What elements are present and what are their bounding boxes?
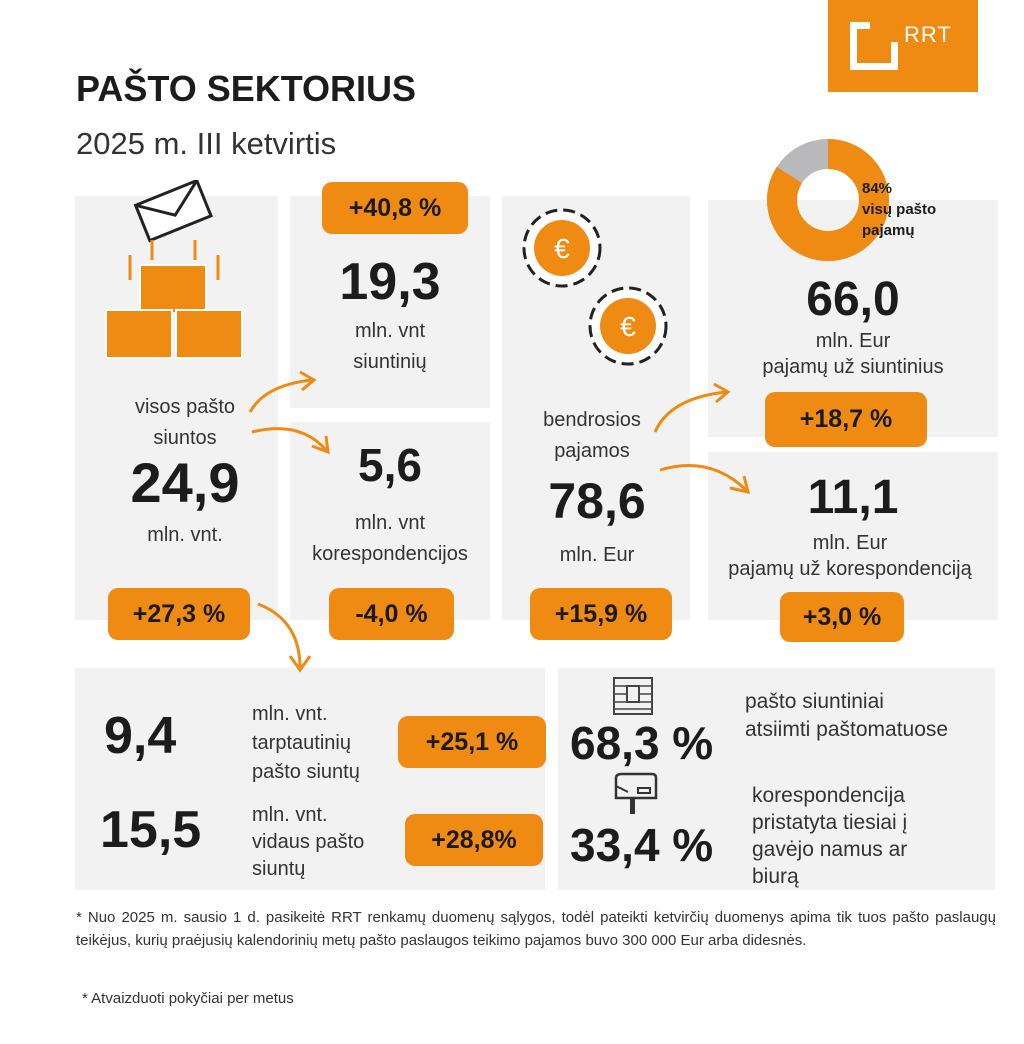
home-line3: gavėjo namus ar xyxy=(752,838,908,861)
lockers-line2: atsiimti paštomatuose xyxy=(745,718,949,741)
revenue-label xyxy=(502,405,682,467)
corr-revenue-unit-line2: pajamų už korespondenciją xyxy=(728,558,972,580)
arrow-to-lower xyxy=(258,604,300,668)
correspondence-change-badge: -4,0 % xyxy=(329,588,454,640)
mailbox-icon xyxy=(612,772,658,816)
share-line3: pajamų xyxy=(862,222,915,239)
international-change-badge: +25,1 % xyxy=(398,716,546,768)
total-label-line2: siuntos xyxy=(153,427,217,449)
parcels-unit-line1: mln. vnt xyxy=(354,320,426,342)
page-subtitle: 2025 m. III ketvirtis xyxy=(76,126,337,161)
home-label xyxy=(752,782,907,890)
international-label xyxy=(252,700,360,787)
arrow-to-parcels xyxy=(250,380,312,412)
share-line2: visų pašto xyxy=(862,201,937,218)
total-change-badge: +27,3 % xyxy=(108,588,250,640)
domestic-line2: vidaus pašto xyxy=(252,831,365,853)
total-label-line1: visos pašto xyxy=(134,396,236,418)
logo-text: RRT xyxy=(904,22,952,47)
svg-text:€: € xyxy=(620,311,636,342)
parcel-revenue-change-badge: +18,7 % xyxy=(765,392,927,447)
international-line3: pašto siuntų xyxy=(252,761,360,783)
footnote-changes: * Atvaizduoti pokyčiai per metus xyxy=(82,990,294,1007)
domestic-line1: mln. vnt. xyxy=(252,804,328,826)
correspondence-value: 5,6 xyxy=(358,439,422,491)
page-title: PAŠTO SEKTORIUS xyxy=(76,68,417,109)
lockers-line1: pašto siuntiniai xyxy=(745,690,884,713)
domestic-value: 15,5 xyxy=(100,801,202,859)
euro-gears-icon xyxy=(510,196,685,376)
parcels-unit-line2: siuntinių xyxy=(353,351,427,373)
parcel-revenue-unit-line1: mln. Eur xyxy=(815,330,891,352)
corr-revenue-unit xyxy=(700,530,1000,582)
revenue-label-line2: pajamos xyxy=(554,440,630,462)
share-pct: 84% xyxy=(862,180,893,197)
parcel-revenue-share-label xyxy=(862,178,936,241)
domestic-change-badge: +28,8% xyxy=(405,814,543,866)
footnote-methodology: * Nuo 2025 m. sausio 1 d. pasikeitė RRT renkamų duomenų sąlygos, todėl pateikti ketvirčių duomenys apima tik tuos pašto paslaugų teikėjus, kurių praėjusių kalendorinių metų pašto paslaugos teikimo pajamos buvo 300 000 Eur arba didesnės. xyxy=(76,909,996,949)
home-line2: pristatyta tiesiai į xyxy=(752,811,908,834)
international-value: 9,4 xyxy=(104,707,177,765)
international-line2: tarptautinių xyxy=(252,732,351,754)
domestic-line3: siuntų xyxy=(252,858,306,880)
home-line1: korespondencija xyxy=(752,784,905,807)
revenue-unit: mln. Eur xyxy=(559,544,635,566)
revenue-change-badge: +15,9 % xyxy=(530,588,672,640)
parcel-revenue-unit-line2: pajamų už siuntinius xyxy=(762,356,944,378)
correspondence-unit-line1: mln. vnt xyxy=(354,512,426,534)
total-unit: mln. vnt. xyxy=(147,524,223,546)
parcels-value: 19,3 xyxy=(339,253,441,311)
corr-revenue-unit-line1: mln. Eur xyxy=(812,532,888,554)
revenue-value: 78,6 xyxy=(548,473,646,529)
home-line4: biurą xyxy=(752,865,799,888)
international-line1: mln. vnt. xyxy=(252,703,328,725)
corr-revenue-value: 11,1 xyxy=(807,471,899,524)
parcel-locker-icon xyxy=(612,676,654,716)
parcels-change-badge: +40,8 % xyxy=(322,182,468,234)
home-value: 33,4 % xyxy=(570,819,714,871)
corr-revenue-change-badge: +3,0 % xyxy=(780,592,904,642)
lockers-value: 68,3 % xyxy=(570,717,714,769)
domestic-label xyxy=(252,802,364,883)
lockers-label xyxy=(745,688,948,744)
revenue-label-line1: bendrosios xyxy=(543,409,641,431)
svg-text:€: € xyxy=(554,233,570,264)
parcel-revenue-value: 66,0 xyxy=(806,273,900,326)
parcel-revenue-unit xyxy=(708,328,998,380)
correspondence-unit-line2: korespondencijos xyxy=(312,543,468,565)
total-value: 24,9 xyxy=(130,451,240,514)
